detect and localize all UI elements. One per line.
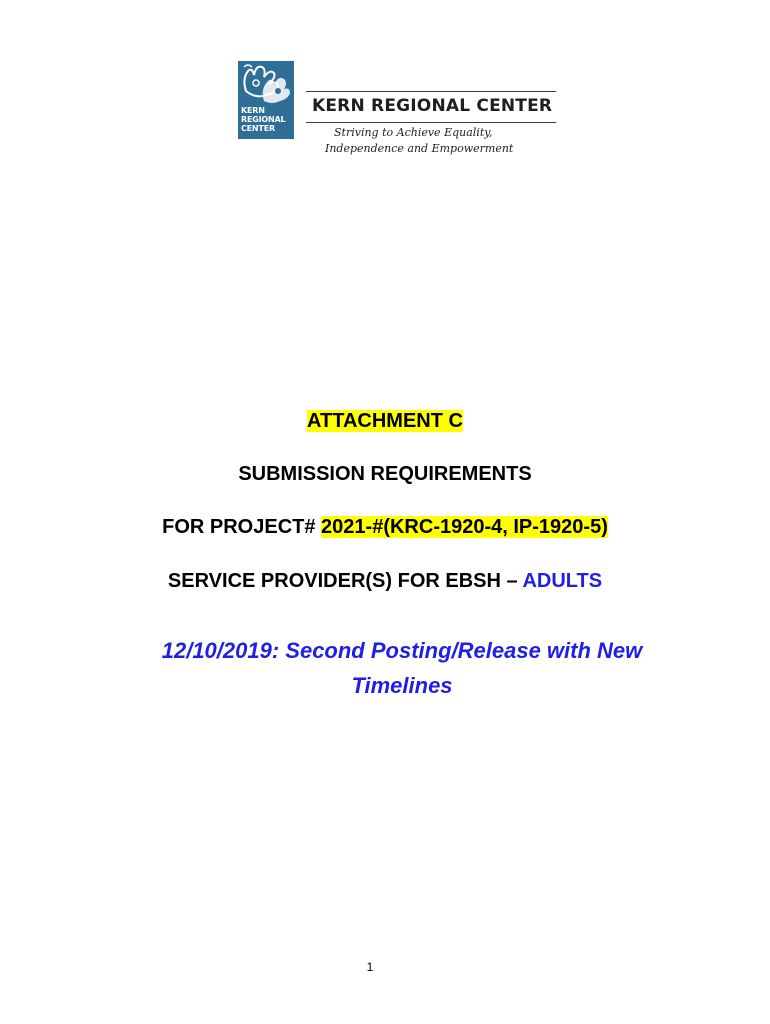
service-heading — [0, 570, 770, 593]
logo-word: CENTER — [241, 124, 275, 133]
attachment-title — [0, 410, 770, 433]
service-prefix: SERVICE PROVIDER(S) FOR EBSH – — [167, 570, 523, 592]
logo-emblem — [238, 61, 294, 139]
page-number: 1 — [366, 960, 374, 974]
service-target: ADULTS — [522, 570, 603, 592]
attachment-label: ATTACHMENT C — [307, 410, 463, 432]
posting-note-line1: 12/10/2019: Second Posting/Release with New — [161, 638, 643, 663]
project-heading — [0, 516, 770, 539]
tagline: Striving to Achieve Equality, — [334, 126, 493, 139]
submission-heading: SUBMISSION REQUIREMENTS — [238, 463, 532, 485]
divider — [306, 122, 556, 123]
tagline: Independence and Empowerment — [325, 142, 514, 155]
logo-word: REGIONAL — [241, 115, 286, 124]
project-number: 2021-#(KRC-1920-4, IP-1920-5) — [321, 516, 608, 538]
logo-word: KERN — [241, 106, 265, 115]
org-name: KERN REGIONAL CENTER — [312, 96, 553, 116]
project-prefix: FOR PROJECT# — [162, 516, 322, 538]
posting-note-line2: Timelines — [351, 673, 453, 698]
divider — [306, 91, 556, 92]
